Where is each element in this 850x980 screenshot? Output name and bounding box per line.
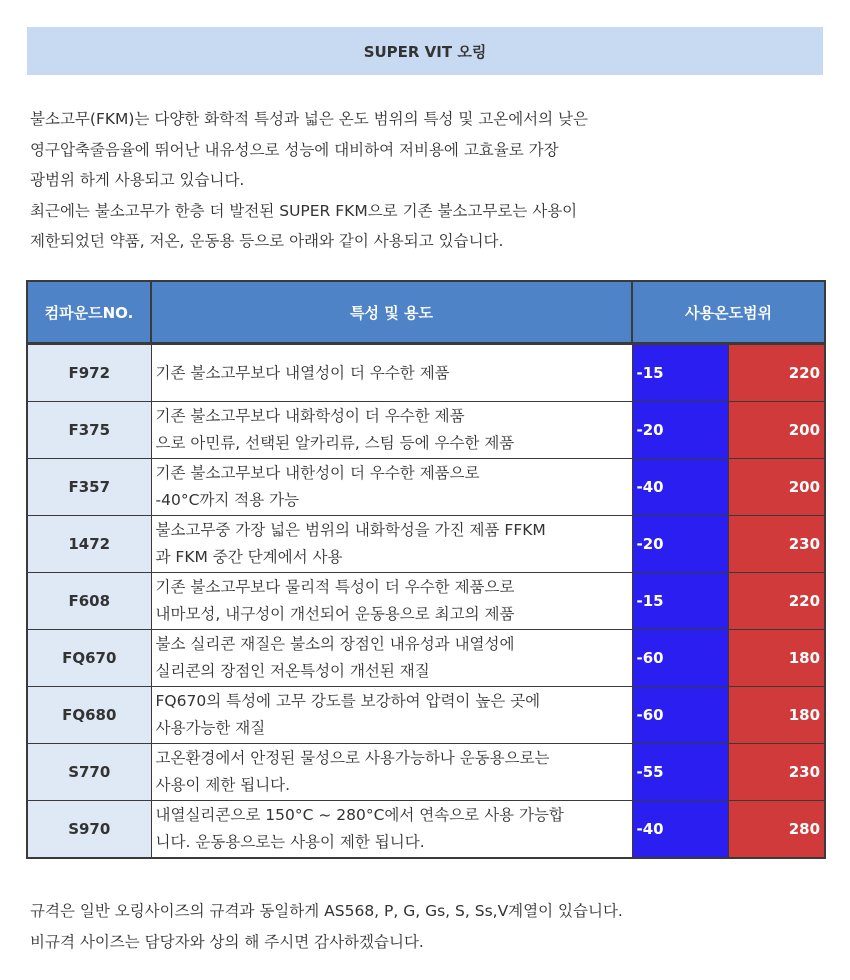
compound-code: F375 [27, 402, 151, 459]
temp-min: -60 [632, 687, 728, 744]
table-row [27, 630, 825, 687]
header-temperature-range: 사용온도범위 [632, 281, 825, 344]
temp-max: 220 [728, 344, 825, 402]
temp-max: 220 [728, 573, 825, 630]
intro-line: 영구압축줄음율에 뛰어난 내유성으로 성능에 대비하여 저비용에 고효율로 가장 [30, 140, 559, 159]
table-row [27, 459, 825, 516]
temp-min: -60 [632, 630, 728, 687]
temp-min: -40 [632, 801, 728, 859]
description-line: 고온환경에서 안정된 물성으로 사용가능하나 운동용으로는 [155, 749, 550, 767]
temp-max: 200 [728, 402, 825, 459]
footer-line: 비규격 사이즈는 담당자와 상의 해 주시면 감사하겠습니다. [30, 933, 424, 951]
table-body [27, 344, 825, 859]
compound-code: FQ670 [27, 630, 151, 687]
intro-line: 최근에는 불소고무가 한층 더 발전된 SUPER FKM으로 기존 불소고무로는 사용이 [30, 201, 578, 220]
compound-table [26, 280, 826, 859]
description-line: 사용가능한 재질 [155, 719, 266, 737]
temp-max: 180 [728, 630, 825, 687]
temp-min: -20 [632, 402, 728, 459]
table-row [27, 744, 825, 801]
compound-code: F972 [27, 344, 151, 402]
header-compound-no: 컴파운드NO. [27, 281, 151, 344]
temp-max: 180 [728, 687, 825, 744]
description-line: 불소고무중 가장 넓은 범위의 내화학성을 가진 제품 FFKM [155, 521, 546, 539]
description-line: FQ670의 특성에 고무 강도를 보강하여 압력이 높은 곳에 [155, 692, 541, 710]
description-line: 과 FKM 중간 단계에서 사용 [155, 548, 343, 566]
table-row [27, 344, 825, 402]
intro-line: 불소고무(FKM)는 다양한 화학적 특성과 넓은 온도 범위의 특성 및 고온에서의 낮은 [30, 110, 588, 128]
compound-code: S970 [27, 801, 151, 859]
temp-min: -15 [632, 573, 728, 630]
temp-min: -20 [632, 516, 728, 573]
table-row [27, 516, 825, 573]
description-line: 기존 불소고무보다 내화학성이 더 우수한 제품 [155, 407, 465, 425]
compound-description [151, 687, 632, 744]
compound-description [151, 630, 632, 687]
compound-description [151, 344, 632, 402]
temp-max: 200 [728, 459, 825, 516]
table-row [27, 573, 825, 630]
compound-description [151, 516, 632, 573]
compound-description [151, 744, 632, 801]
table-row [27, 801, 825, 859]
description-line: 내마모성, 내구성이 개선되어 운동용으로 최고의 제품 [155, 605, 515, 623]
description-line: 기존 불소고무보다 내한성이 더 우수한 제품으로 [155, 464, 480, 482]
temp-min: -55 [632, 744, 728, 801]
description-line: 기존 불소고무보다 내열성이 더 우수한 제품 [155, 363, 450, 382]
footer-text [30, 896, 820, 958]
page-title: SUPER VIT 오링 [363, 42, 487, 61]
intro-line: 광범위 하게 사용되고 있습니다. [30, 171, 245, 189]
compound-description [151, 801, 632, 859]
compound-code: 1472 [27, 516, 151, 573]
temp-max: 280 [728, 801, 825, 859]
description-line: 불소 실리콘 재질은 불소의 장점인 내유성과 내열성에 [155, 635, 515, 653]
intro-text [30, 104, 820, 257]
description-line: 으로 아민류, 선택된 알카리류, 스팀 등에 우수한 제품 [155, 434, 515, 452]
header-characteristics: 특성 및 용도 [151, 281, 632, 344]
title-bar [27, 27, 823, 75]
description-line: 기존 불소고무보다 물리적 특성이 더 우수한 제품으로 [155, 578, 515, 596]
description-line: 내열실리콘으로 150°C ~ 280°C에서 연속으로 사용 가능합 [155, 806, 564, 824]
compound-code: F357 [27, 459, 151, 516]
table-header-row [27, 281, 825, 344]
temp-max: 230 [728, 744, 825, 801]
table-row [27, 687, 825, 744]
compound-description [151, 459, 632, 516]
temp-min: -15 [632, 344, 728, 402]
description-line: -40°C까지 적용 가능 [155, 491, 300, 509]
compound-description [151, 573, 632, 630]
compound-code: S770 [27, 744, 151, 801]
footer-line: 규격은 일반 오링사이즈의 규격과 동일하게 AS568, P, G, Gs, S, Ss,V계열이 있습니다. [30, 902, 623, 920]
table-row [27, 402, 825, 459]
temp-max: 230 [728, 516, 825, 573]
compound-description [151, 402, 632, 459]
description-line: 니다. 운동용으로는 사용이 제한 됩니다. [155, 833, 425, 851]
temp-min: -40 [632, 459, 728, 516]
description-line: 실리콘의 장점인 저온특성이 개선된 재질 [155, 662, 430, 680]
compound-code: F608 [27, 573, 151, 630]
intro-line: 제한되었던 약품, 저온, 운동용 등으로 아래와 같이 사용되고 있습니다. [30, 232, 504, 250]
compound-code: FQ680 [27, 687, 151, 744]
description-line: 사용이 제한 됩니다. [155, 776, 291, 794]
